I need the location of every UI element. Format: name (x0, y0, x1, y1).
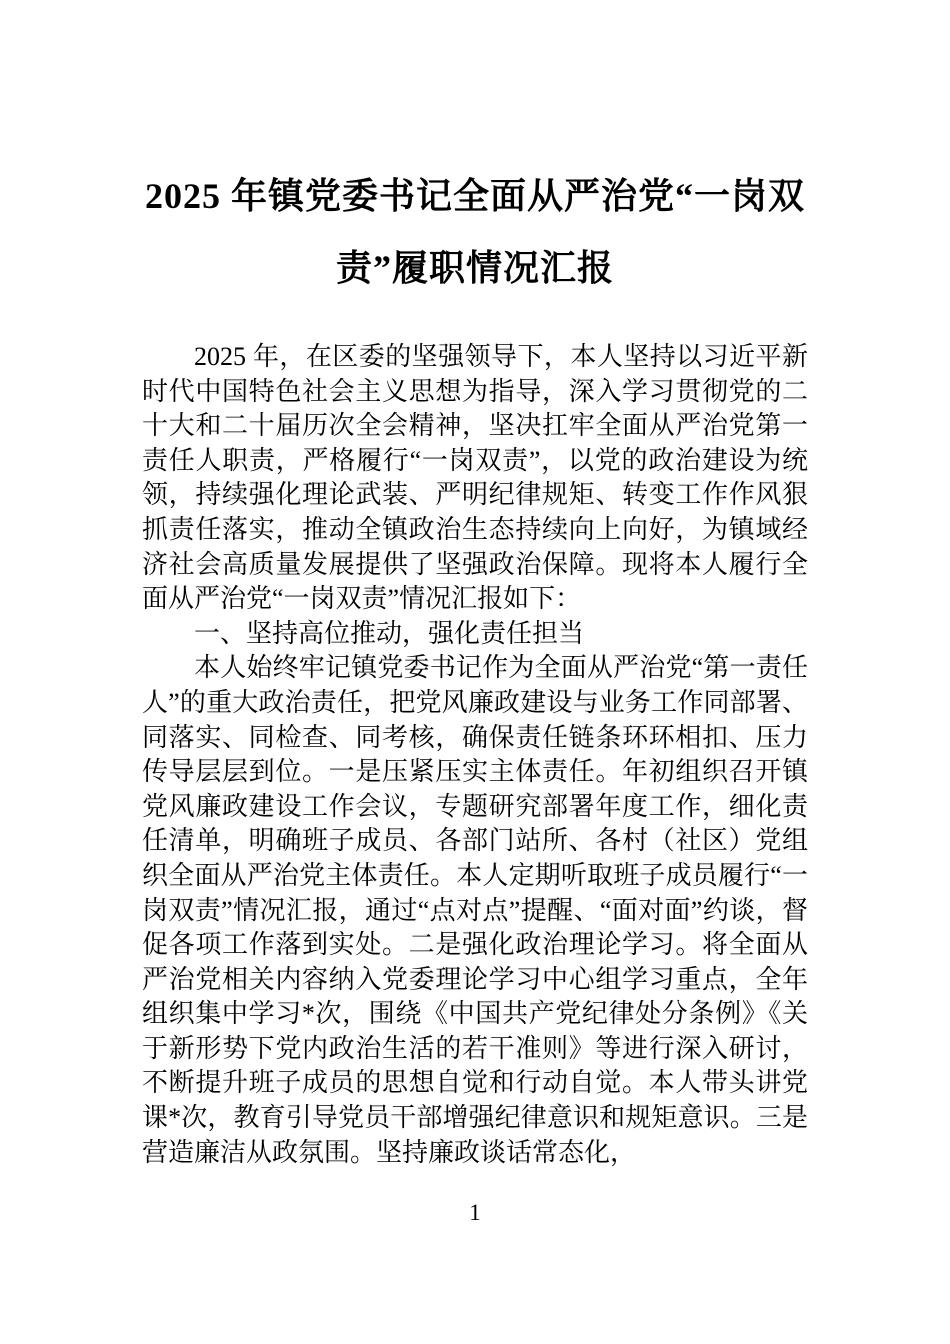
document-title: 2025 年镇党委书记全面从严治党“一岗双责”履职情况汇报 (144, 176, 805, 288)
document-body (142, 340, 808, 1170)
paragraph-section-1-body: 本人始终牢记镇党委书记作为全面从严治党“第一责任人”的重大政治责任，把党风廉政建设与业务工作同部署、同落实、同检查、同考核，确保责任链条环环相扣、压力传导层层到位。一是压紧压实主体责任。年初组织召开镇党风廉政建设工作会议，专题研究部署年度工作，细化责任清单，明确班子成员、各部门站所、各村（社区）党组织全面从严治党主体责任。本人定期听取班子成员履行“一岗双责”情况汇报，通过“点对点”提醒、“面对面”约谈，督促各项工作落到实处。二是强化政治理论学习。将全面从严治党相关内容纳入党委理论学习中心组学习重点，全年组织集中学习*次，围绕《中国共产党纪律处分条例》《关于新形势下党内政治生活的若干准则》等进行深入研讨，不断提升班子成员的思想自觉和行动自觉。本人带头讲党课*次，教育引导党员干部增强纪律意识和规矩意识。三是营造廉洁从政氛围。坚持廉政谈话常态化， (142, 653, 808, 1167)
paragraph-intro: 2025 年，在区委的坚强领导下，本人坚持以习近平新时代中国特色社会主义思想为指导，深入学习贯彻党的二十大和二十届历次全会精神，坚决扛牢全面从严治党第一责任人职责，严格履行“一岗双责”，以党的政治建设为统领，持续强化理论武装、严明纪律规矩、转变工作作风狠抓责任落实，推动全镇政治生态持续向上向好，为镇域经济社会高质量发展提供了坚强政治保障。现将本人履行全面从严治党“一岗双责”情况汇报如下： (142, 342, 808, 614)
section-heading-1: 一、坚持高位推动，强化责任担当 (194, 618, 585, 648)
page-number: 1 (469, 1200, 481, 1225)
